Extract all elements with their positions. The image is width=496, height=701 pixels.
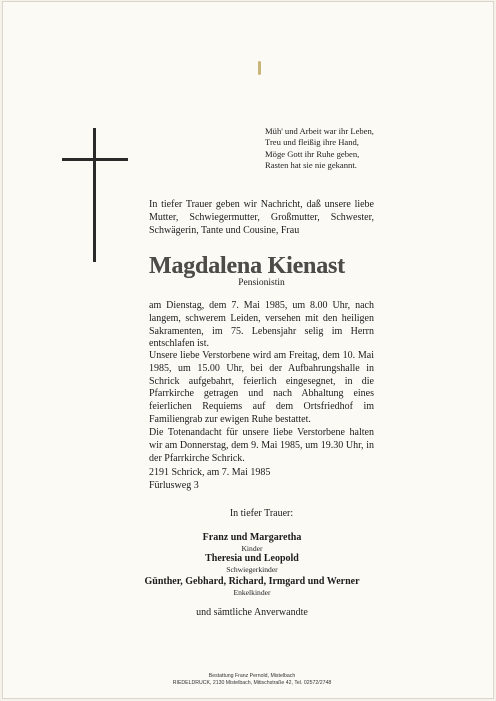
mourner-group: [122, 576, 382, 598]
mourner-names: Theresia und Leopold: [205, 553, 299, 564]
obituary-card: [2, 1, 494, 699]
verse-line: Möge Gott ihr Ruhe geben,: [265, 148, 360, 159]
paper-mark: [258, 61, 261, 75]
verse-line: Rasten hat sie nie gekannt.: [265, 160, 357, 171]
mourner-relation: Schwiegerkinder: [226, 565, 278, 574]
mourner-names: Franz und Margaretha: [202, 532, 302, 543]
imprint-line: RIEDELDRUCK, 2130 Mistelbach, Mitischstraße 42, Tel. 02572/2748: [172, 679, 332, 686]
cross-vertical-bar: [93, 128, 96, 262]
vigil-paragraph: Die Totenandacht für unsere liebe Verstorbene halten wir am Donnerstag, dem 9. Mai 1985, um 19.30 Uhr, in der Pfarrkirche Schrick.: [149, 427, 374, 464]
mourner-group: [122, 532, 382, 554]
place-and-date: [149, 467, 270, 493]
verse-line: Müh' und Arbeit war ihr Leben,: [265, 126, 374, 136]
death-paragraph: am Dienstag, dem 7. Mai 1985, um 8.00 Uhr, nach langem, schwerem Leiden, versehen mit den heiligen Sakramenten, im 75. Lebensjahr selig im Herrn entschlafen ist.: [149, 300, 374, 350]
other-relatives: und sämtliche Anverwandte: [196, 607, 308, 618]
address-line: Fürlusweg 3: [149, 479, 199, 491]
announcement-intro: In tiefer Trauer geben wir Nachricht, daß unsere liebe Mutter, Schwiegermutter, Großmutter, Schwester, Schwägerin, Tante und Cousine, Frau: [149, 199, 374, 236]
funeral-paragraph: Unsere liebe Verstorbene wird am Freitag, dem 10. Mai 1985, um 15.00 Uhr, bei der Aufbahrungshalle in Schrick aufgebahrt, feierlich eingesegnet, in die Pfarrkirche getragen und nach Abhaltung eines feierlichen Requiems auf dem Ortsfriedhof im Familiengrab zur ewigen Ruhe bestattet.: [149, 350, 374, 425]
mourner-relation: Enkelkinder: [233, 588, 271, 597]
printer-imprint: [122, 673, 382, 686]
memorial-verse: [265, 126, 374, 172]
cross-horizontal-bar: [62, 158, 128, 161]
deceased-occupation: Pensionistin: [238, 278, 285, 288]
mourner-names: Günther, Gebhard, Richard, Irmgard und Werner: [144, 576, 360, 587]
deceased-name: Magdalena Kienast: [149, 253, 345, 279]
imprint-line: Bestattung Franz Pernold, Mistelbach: [208, 673, 296, 679]
mourners-heading: In tiefer Trauer:: [229, 508, 294, 519]
place-date-line: 2191 Schrick, am 7. Mai 1985: [149, 467, 271, 478]
mourner-relation: Kinder: [241, 544, 263, 553]
mourner-group: [122, 553, 382, 575]
verse-line: Treu und fleißig ihre Hand,: [265, 137, 359, 148]
